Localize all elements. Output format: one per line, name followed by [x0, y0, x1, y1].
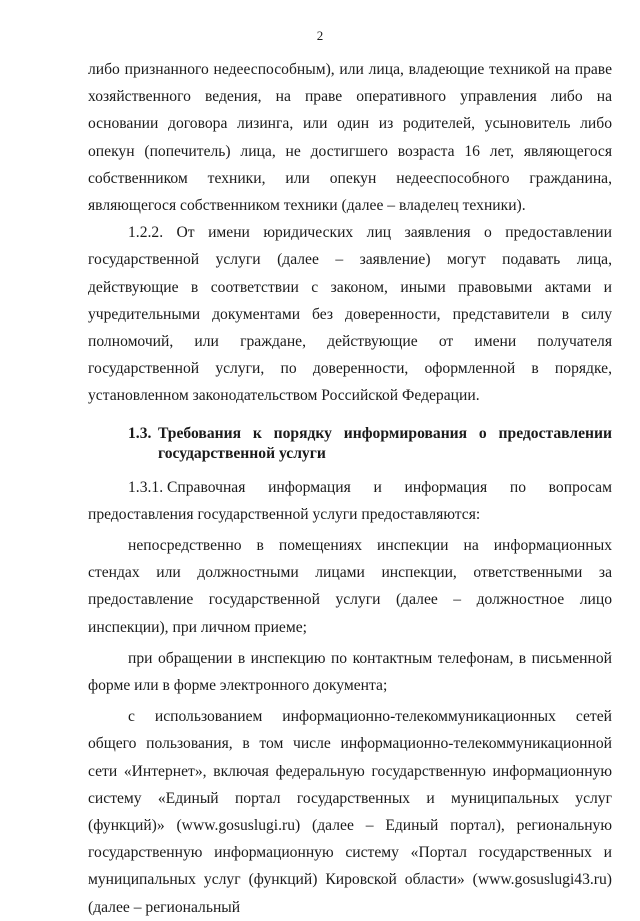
paragraph-1-3-1-first-line	[88, 474, 612, 501]
section-heading	[88, 424, 612, 464]
word: 1.3.1. Справочная	[128, 478, 246, 496]
paragraph-by-phone: при обращении в инспекцию по контактным телефонам, в письменной форме или в форме электронного документа;	[88, 649, 612, 695]
page-number: 2	[316, 28, 324, 43]
word: по	[509, 478, 526, 496]
paragraph-internet: с использованием информационно-телекоммуникационных сетей общего пользования, в том числе информационно-телекоммуникационной сети «Интернет», включая федеральную государственную информационную систему «Единый портал государственных и муниципальных услуг (функций)» (www.gosuslugi.ru) (далее – Единый портал), региональную государственную информационную систему «Портал государственных и муниципальных услуг (функций) Кировской области» (www.gosuslugi43.ru) (далее – региональный	[88, 708, 612, 916]
paragraph-owner-definition: либо признанного недееспособным), или лица, владеющие техникой на праве хозяйственного ведения, на праве оперативного управления либо на основании договора лизинга, или один из родителей, усыновитель либо опекун (попечитель) лица, не достигшего возраста 16 лет, являющегося собственником техники, или опекун недееспособного гражданина, являющегося собственником техники (далее – владелец техники).	[88, 61, 612, 215]
paragraph-in-person: непосредственно в помещениях инспекции на информационных стендах или должностными лицами инспекции, ответственными за предоставление государственной услуги (далее – должностное лицо инспекции), при личном приеме;	[88, 537, 612, 636]
section-number: 1.3.	[128, 424, 152, 442]
word: информация	[268, 478, 351, 496]
document-body	[88, 56, 612, 921]
paragraph-1-3-1-rest: предоставления государственной услуги предоставляются:	[88, 505, 481, 523]
word: информация	[404, 478, 488, 496]
word: и	[373, 478, 382, 496]
word: вопросам	[548, 478, 612, 496]
paragraph-1-2-2: 1.2.2. От имени юридических лиц заявления о предоставлении государственной услуги (далее – заявление) могут подавать лица, действующие в соответствии с законом, иными правовыми актами и учредительными документами без доверенности, представители в силу полномочий, или граждане, действующие от имени получателя государственной услуги, по доверенности, оформленной в порядке, установленном законодательством Российской Федерации.	[88, 224, 612, 405]
section-title: Требования к порядку информирования о предоставлении государственной услуги	[158, 424, 612, 462]
